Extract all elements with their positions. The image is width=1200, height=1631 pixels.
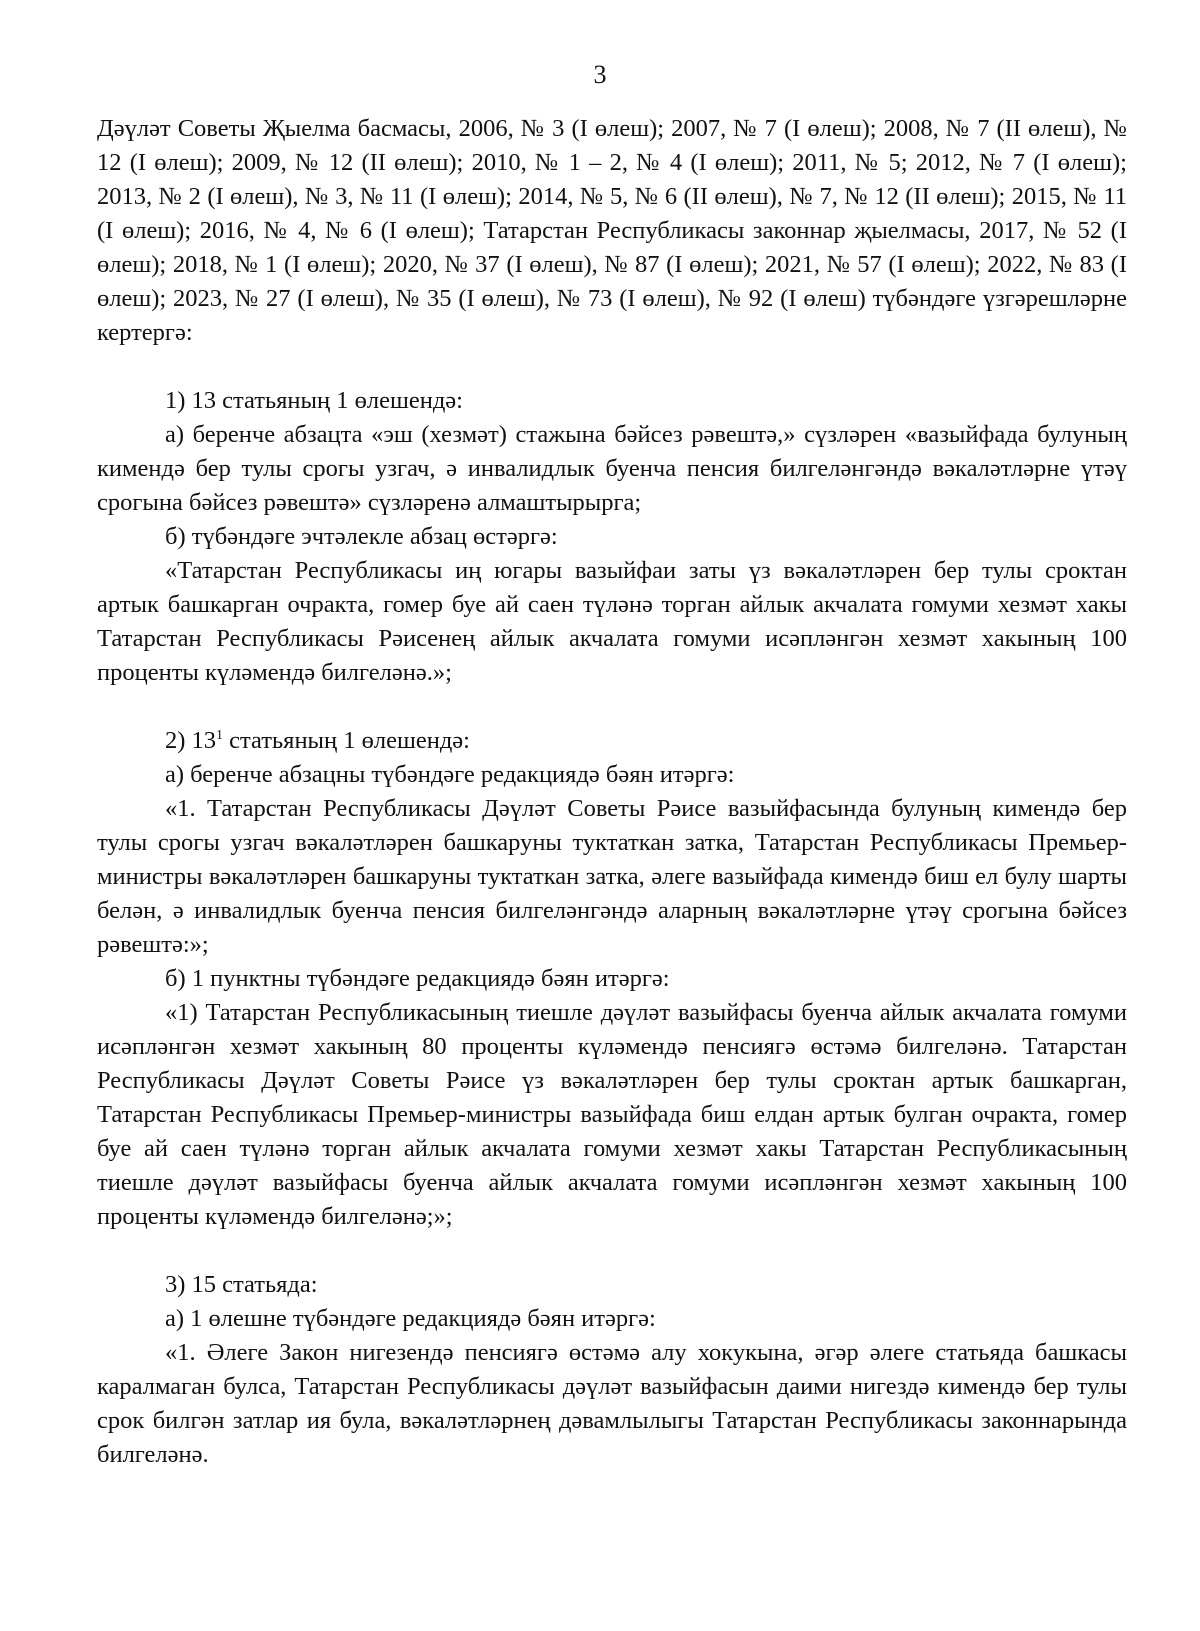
page-number: 3 [593, 60, 607, 89]
section-2-heading-superscript: 1 [216, 727, 224, 743]
section-2-heading-post: статьяның 1 өлешендә: [223, 727, 470, 754]
section-2-heading-pre: 2) 13 [165, 727, 217, 754]
document-body [97, 112, 1127, 1472]
section-1-item-b: б) түбәндәге эчтәлекле абзац өстәргә: [165, 523, 558, 550]
section-1-heading: 1) 13 статьяның 1 өлешендә: [165, 387, 463, 414]
section-2-heading [97, 724, 1127, 758]
section-3-heading: 3) 15 статьяда: [165, 1271, 318, 1298]
section-2-item-a-text: «1. Татарстан Республикасы Дәүләт Советы Рәисе вазыйфасында булуның кимендә бер тулы срогы узгач вәкаләтләрен башкаруны туктаткан затка, Татарстан Республикасы Премьер-министры вәкаләтләрен башкаруны туктаткан затка, әлеге вазыйфада кимендә биш ел булу шарты белән, ә инвалидлык буенча пенсия билгеләнгәндә аларның вәкаләтләрне үтәү срогына бәйсез рәвештә:»; [97, 795, 1127, 958]
section-2-item-a: а) беренче абзацны түбәндәге редакциядә бәян итәргә: [165, 761, 735, 788]
intro-paragraph: Дәүләт Советы Җыелма басмасы, 2006, № 3 (I өлеш); 2007, № 7 (I өлеш); 2008, № 7 (II өлеш), № 12 (I өлеш); 2009, № 12 (II өлеш); 2010, № 1 – 2, № 4 (I өлеш); 2011, № 5; 2012, № 7 (I өлеш); 2013, № 2 (I өлеш), № 3, № 11 (I өлеш); 2014, № 5, № 6 (II өлеш), № 7, № 12 (II өлеш); 2015, № 11 (I өлеш); 2016, № 4, № 6 (I өлеш); Татарстан Республикасы законнар җыелмасы, 2017, № 52 (I өлеш); 2018, № 1 (I өлеш); 2020, № 37 (I өлеш), № 87 (I өлеш); 2021, № 57 (I өлеш); 2022, № 83 (I өлеш); 2023, № 27 (I өлеш), № 35 (I өлеш), № 73 (I өлеш), № 92 (I өлеш) түбәндәге үзгәрешләрне кертергә: [97, 115, 1127, 346]
section-2-item-b-text: «1) Татарстан Республикасының тиешле дәүләт вазыйфасы буенча айлык акчалата гомуми исәпләнгән хезмәт хакының 80 проценты күләмендә пенсиягә өстәмә билгеләнә. Татарстан Республикасы Дәүләт Советы Рәисе үз вәкаләтләрен бер тулы сроктан артык башкарган, Татарстан Республикасы Премьер-министры вазыйфада биш елдан артык булган очракта, гомер буе ай саен түләнә торган айлык акчалата гомуми хезмәт хакы Татарстан Республикасының тиешле дәүләт вазыйфасы буенча айлык акчалата гомуми исәпләнгән хезмәт хакының 100 проценты күләмендә билгеләнә;»; [97, 999, 1127, 1230]
section-3-item-a: а) 1 өлешне түбәндәге редакциядә бәян итәргә: [165, 1305, 656, 1332]
section-1-item-a: а) беренче абзацта «эш (хезмәт) стажына бәйсез рәвештә,» сүзләрен «вазыйфада булуның кимендә бер тулы срогы узгач, ә инвалидлык буенча пенсия билгеләнгәндә вәкаләтләрне үтәү срогына бәйсез рәвештә» сүзләренә алмаштырырга; [97, 421, 1127, 516]
section-2-item-b: б) 1 пунктны түбәндәге редакциядә бәян итәргә: [165, 965, 670, 992]
section-3-item-a-text: «1. Әлеге Закон нигезендә пенсиягә өстәмә алу хокукына, әгәр әлеге статьяда башкасы каралмаган булса, Татарстан Республикасы дәүләт вазыйфасын даими нигездә кимендә бер тулы срок билгән затлар ия була, вәкаләтләрнең дәвамлылыгы Татарстан Республикасы законнарында билгеләнә. [97, 1339, 1127, 1468]
section-1-item-b-text: «Татарстан Республикасы иң югары вазыйфаи заты үз вәкаләтләрен бер тулы сроктан артык башкарган очракта, гомер буе ай саен түләнә торган айлык акчалата гомуми хезмәт хакы Татарстан Республикасы Рәисенең айлык акчалата гомуми исәпләнгән хезмәт хакының 100 проценты күләмендә билгеләнә.»; [97, 557, 1127, 686]
